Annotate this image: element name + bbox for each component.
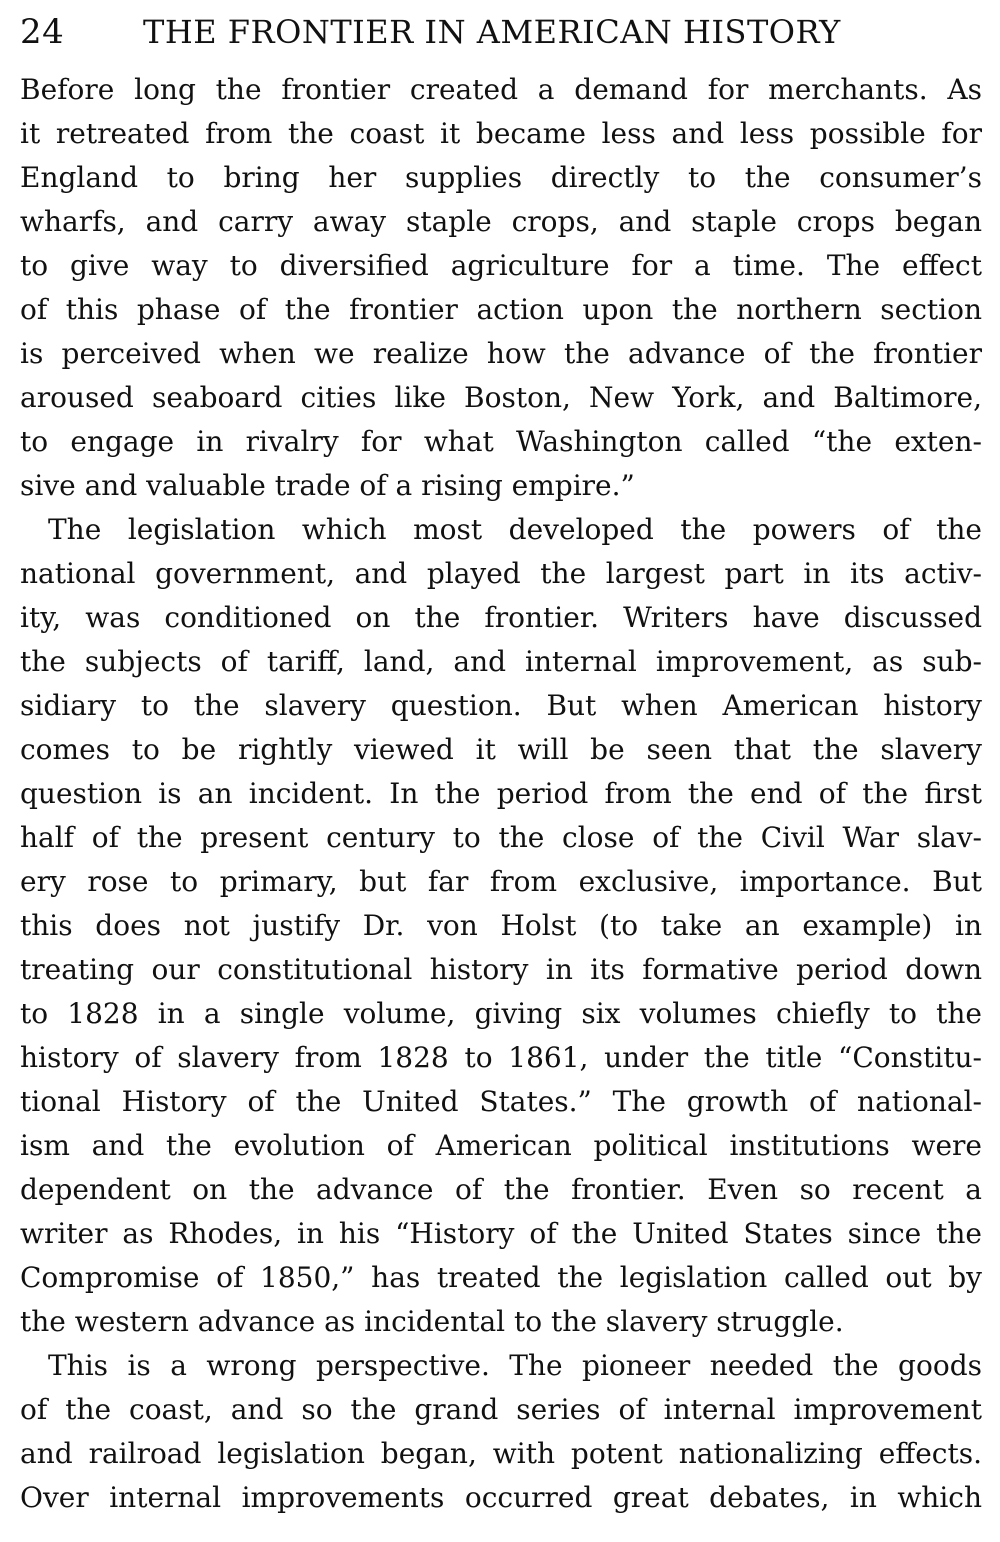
text-line: sidiary to the slavery question. But when American history — [20, 689, 982, 722]
text-line: it retreated from the coast it became less and less possible for — [20, 117, 982, 150]
text-line: dependent on the advance of the frontier. Even so recent a — [20, 1173, 982, 1206]
text-line: aroused seaboard cities like Boston, New York, and Baltimore, — [20, 381, 982, 414]
text-line: This is a wrong perspective. The pioneer needed the goods — [48, 1349, 982, 1382]
text-line: the subjects of tariff, land, and internal improvement, as sub- — [20, 645, 982, 678]
text-line: history of slavery from 1828 to 1861, under the title “Constitu- — [20, 1041, 982, 1074]
text-line: question is an incident. In the period from the end of the first — [20, 777, 982, 810]
text-line: treating our constitutional history in its formative period down — [20, 953, 982, 986]
text-line: ism and the evolution of American political institutions were — [20, 1129, 982, 1162]
text-line: sive and valuable trade of a rising empire.” — [20, 469, 635, 502]
text-line: Compromise of 1850,” has treated the legislation called out by — [20, 1261, 982, 1294]
text-line: wharfs, and carry away staple crops, and staple crops began — [20, 205, 982, 238]
text-line: half of the present century to the close of the Civil War slav- — [20, 821, 982, 854]
text-line: and railroad legislation began, with potent nationalizing effects. — [20, 1437, 982, 1470]
text-line: writer as Rhodes, in his “History of the United States since the — [20, 1217, 982, 1250]
text-line: The legislation which most developed the powers of the — [48, 513, 982, 546]
text-line: of this phase of the frontier action upon the northern section — [20, 293, 982, 326]
text-line: is perceived when we realize how the advance of the frontier — [20, 337, 982, 370]
running-title: THE FRONTIER IN AMERICAN HISTORY — [143, 13, 841, 51]
page-number: 24 — [20, 12, 65, 52]
text-line: to engage in rivalry for what Washington called “the exten- — [20, 425, 982, 458]
text-line: the western advance as incidental to the slavery struggle. — [20, 1305, 844, 1338]
text-line: England to bring her supplies directly to the consumer’s — [20, 161, 982, 194]
text-line: of the coast, and so the grand series of internal improvement — [20, 1393, 982, 1426]
text-line: to 1828 in a single volume, giving six volumes chiefly to the — [20, 997, 982, 1030]
text-line: ery rose to primary, but far from exclusive, importance. But — [20, 865, 982, 898]
text-line: ity, was conditioned on the frontier. Writers have discussed — [20, 601, 982, 634]
text-line: tional History of the United States.” The growth of national- — [20, 1085, 982, 1118]
text-line: comes to be rightly viewed it will be seen that the slavery — [20, 733, 982, 766]
text-line: this does not justify Dr. von Holst (to take an example) in — [20, 909, 982, 942]
running-head — [18, 8, 978, 56]
text-line: Before long the frontier created a demand for merchants. As — [20, 73, 982, 106]
text-line: national government, and played the largest part in its activ- — [20, 557, 982, 590]
text-line: to give way to diversified agriculture for a time. The effect — [20, 249, 982, 282]
text-line: Over internal improvements occurred great debates, in which — [20, 1481, 982, 1514]
